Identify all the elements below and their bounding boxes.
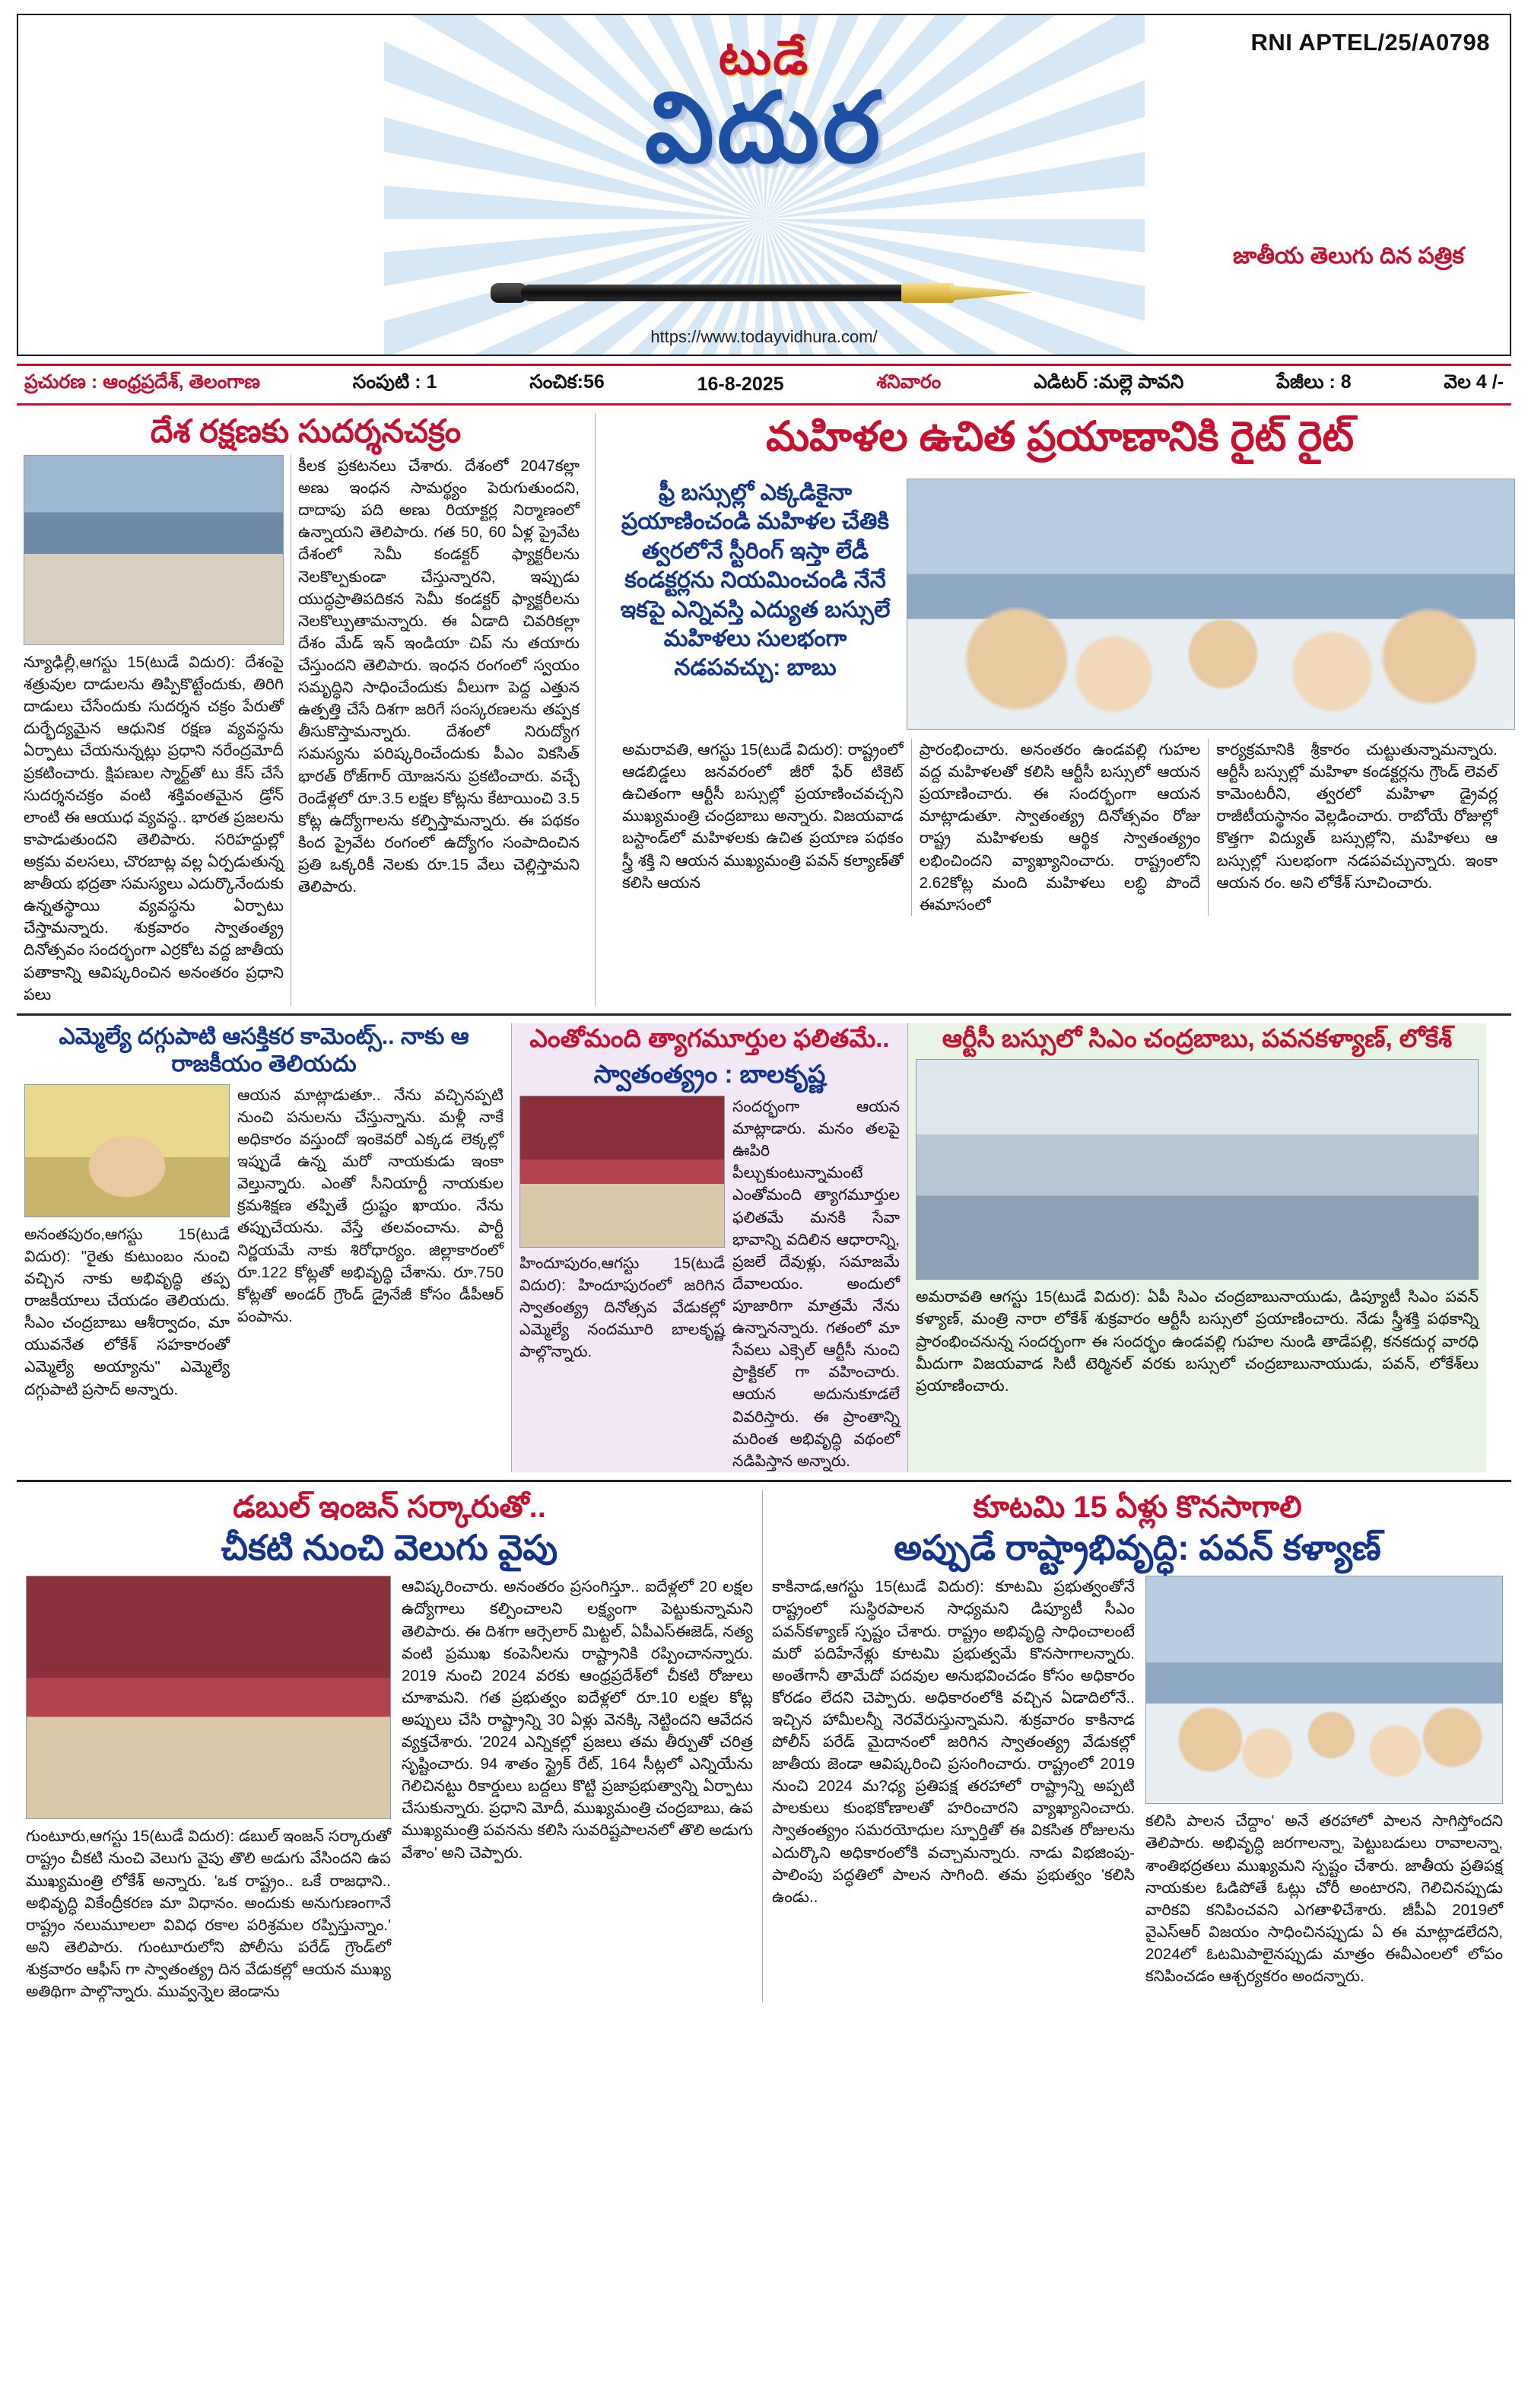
fountain-pen-icon [475,280,1053,306]
cm-in-bus-photo [916,1059,1479,1280]
main-story [604,413,1505,1006]
rni-number: RNI APTEL/25/A0798 [1250,29,1490,56]
bottom-left-headline-1: డబుల్ ఇంజన్ సర్కారుతో.. [233,1490,546,1524]
masthead-tagline: జాతీయ తెలుగు దిన పత్రిక [1233,243,1464,269]
mid-left-text-2: ఆయన మాట్లాడుతూ.. నేను వచ్చినప్పటి నుంచి పనులను చేస్తున్నాను. మళ్లీ నాకే అధికారం వస్తుందో ఇంకెవరో ఎక్కడ లెక్కల్లో ఇప్పుడే ఉన్న మరో నాయకుడు ఇంకా వెల్తున్నారు. ఎంతో సీనియార్టీ నాయకుల క్రమశిక్షణ తప్పితే ద్రుష్టం ఖాయం. నేను తప్పుచేయను. వేస్తే తలవంచాను. పార్టీ నిర్ణయమే నాకు శిరోధార్యం. జిల్లాకారంలో రూ.122 కోట్లతో అభివృద్ధి చేశాను. రూ.750 కోట్లతో అండర్ గ్రౌండ్ డ్రైనేజీ కోసం డీపీఆర్ పంపాను. [237,1086,504,1325]
bottom-left-story [17,1490,762,2002]
pm-flag-hoisting-photo [24,455,284,645]
mid-right-story [908,1023,1486,1472]
section-divider-1 [17,1013,1511,1016]
mid-left-text-1: అనంతపురం,ఆగస్టు 15(టుడే విదుర): "రైతు కుటుంబం నుంచి వచ్చిన నాకు అభివృద్ధి తప్ప రాజకీయాలు చేయడం తెలియదు. సీఎం చంద్రబాబు ఆశీర్వాదం, మా యువనేత లోకేశ్ సహకారంతో ఎమ్మెల్యే అయ్యాను" ఎమ్మెల్యే దగ్గుపాటి ప్రసాద్ అన్నారు. [24,1225,230,1398]
main-story-col-1: అమరావతి, ఆగస్టు 15(టుడే విదుర): రాష్ట్రంలో ఆడబిడ్డలు జనవరంలో జీరో ఫేర్ టికెట్ ఉచితంగా ఆర్టీసీ బస్సుల్లో ప్రయాణించవచ్చని ముఖ్యమంత్రి చంద్రబాబు అన్నారు. విజయవాడ బస్టాండ్‌లో మహిళలకు ఉచిత ప్రయాణ పథకం స్త్రీ శక్తి ని ఆయన ముఖ్యమంత్రి పవన్ కల్యాణ్‌తో కలిసి ఆయన [622,741,904,892]
price: వెల 4 /- [1444,371,1504,393]
publication-regions: ప్రచురణ : ఆంధ్రప్రదేశ్, తెలంగాణ [24,371,260,393]
issue-label: సంచిక:56 [529,371,605,393]
logo-main-text: విదుర [644,74,884,183]
left-story [17,413,595,1006]
mid-center-caption: హిందూపురం,ఆగస్టు 15(టుడే విదుర): హిందూపురంలో జరిగిన స్వాతంత్య్ర దినోత్సవ వేడుకల్లో ఎమ్మెల్యే నందమూరి బాలకృష్ణ పాల్గొన్నారు. [519,1254,725,1361]
bottom-left-headline-2: చీకటి నుంచి వెలుగు వైపు [221,1528,558,1568]
left-story-text-1: న్యూఢిల్లీ,ఆగస్టు 15(టుడే విదుర): దేశంపై శత్రువుల దాడులను తిప్పికొట్టేందుకు, తిరిగి దాడులు చేసేందుకు సుదర్శన చక్రం పేరుతో దుర్భేద్యమైన ఆధునిక రక్షణ వ్యవస్థను ఏర్పాటు చేయనున్నట్లు ప్రధాని నరేంద్రమోదీ ప్రకటించారు. క్షిపణుల స్మార్ట్‌తో టు కేస్ చేసే సుదర్శనచక్రం వంటి శక్తివంతమైన డ్రోన్ లాంటి ఈ ఆయుధ వ్యవస్థ.. భారత ప్రజలను కాపాడుతుందని తెలిపారు. సరిహద్దుల్లో అక్రమ వలసలు, చొరబాట్ల వల్ల ఏర్పడుతున్న జాతీయ భద్రతా సమస్యలు ఎదుర్కొనేందుకు ఉన్నతస్థాయి వ్యవస్థను ఏర్పాటు చేస్తామన్నారు. శుక్రవారం స్వాతంత్య్ర దినోత్సవం సందర్భంగా ఎర్రకోట వద్ద జాతీయ పతాకాన్ని ఆవిష్కరించిన అనంతరం ప్రధాని పలు [24,654,284,1004]
masthead [17,14,1511,356]
left-story-col-2 [291,455,586,1006]
balakrishna-speech-photo [519,1096,725,1248]
bottom-left-text-2: ఆవిష్కరించారు. అనంతరం ప్రసంగిస్తూ.. ఐదేళ్లలో 20 లక్షల ఉద్యోగాలు కల్పించాలని లక్ష్యంగా పెట్టుకున్నామని తెలిపారు. ఈ దిశగా ఆర్సెలార్ మిట్టల్, ఏపీఎస్ఈజెడ్, నత్య వంటి ప్రముఖ కంపెనీలను రాష్ట్రానికి రప్పించానన్నారు. 2019 నుంచి 2024 వరకు ఆంధ్రప్రదేశ్‌లో చీకటి రోజులు చూశామని. గత ప్రభుత్వం ఐదేళ్లలో రూ.10 లక్షల కోట్ల అప్పులు చేసి రాష్ట్రాన్ని 30 ఏళ్లు వెనక్కి నెట్టిందని ఆవేదన వ్యక్తచేశారు. '2024 ఎన్నికల్లో ప్రజలు తమ తీర్పుతో చరిత్ర సృష్టించారు. 94 శాతం స్ట్రైక్ రేట్, 164 సీట్లలో ఎన్నియేను గెలిచినట్టు రికార్డులు బద్దలు కొట్టి ప్రజాప్రభుత్వాన్ని ఏర్పాటు చేసుకున్నారు. ప్రధాని మోదీ, ముఖ్యమంత్రి చంద్రబాబు, ఉప ముఖ్యమంత్రి పవనను కలిసి సువరిష్టపాలనలో తొలి అడుగు వేశాం' అని చెప్పారు. [402,1578,753,1862]
left-story-col-1 [17,455,291,1006]
issue-date: 16-8-2025 [697,374,784,395]
mid-left-headline: ఎమ్మెల్యే దగ్గుపాటి ఆసక్తికర కామెంట్స్.. నాకు ఆ రాజకీయం తెలియదు [59,1023,469,1077]
mid-right-headline: ఆర్టీసీ బస్సులో సిఎం చంద్రబాబు, పవనకళ్యాణ్, లోకేశ్ [942,1023,1453,1052]
bottom-right-headline-2: అప్పుడే రాష్ట్రాభివృద్ధి: పవన్ కళ్యాణ్ [894,1528,1381,1568]
column-divider [595,413,604,1006]
mid-center-story [512,1023,907,1472]
main-story-headline: మహిళల ఉచిత ప్రయాణానికి రైట్ రైట్ [765,414,1355,460]
volume-label: సంపుటి : 1 [352,371,437,393]
website-url[interactable]: https://www.todayvidhura.com/ [650,327,878,346]
pawan-kalyan-speech-photo [1145,1576,1503,1804]
left-story-headline: దేశ రక్షణకు సుదర్శనచక్రం [150,413,462,449]
mla-portrait-photo [24,1084,230,1217]
page-count: పేజీలు : 8 [1276,371,1352,393]
cm-flagging-off-bus-photo [907,479,1515,730]
bottom-right-headline-1: కూటమి 15 ఏళ్లు కొనసాగాలి [973,1490,1302,1524]
bottom-right-story [763,1490,1512,2002]
police-parade-photo [26,1576,391,1819]
top-section [17,413,1511,1006]
bottom-section [17,1490,1511,2002]
info-bar [17,364,1511,406]
section-divider-2 [17,1480,1511,1482]
middle-section [17,1023,1511,1472]
mid-center-headline-2: స్వాతంత్య్రం : బాలకృష్ణ [593,1060,826,1089]
mid-left-story [17,1023,511,1472]
main-story-col-3: కార్యక్రమానికి శ్రీకారం చుట్టుతున్నామన్నారు. ఆర్టీసీ బస్సుల్లో మహిళా కండక్టర్లను గ్రౌండ్ లెవల్ కామెంటరీని, త్వరలో మహిళా డ్రైవర్ల రాజీటీయస్థానం వెల్లడించారు. రాబోయే రోజుల్లో కొత్తగా విద్యుత్ బస్సుల్లోని, మహిళలు ఆ బస్సుల్లో సులభంగా నడపవచ్చున్నారు. ఇంకా ఆయన రం. అని లోకేశ్ సూచించారు. [1216,741,1498,892]
main-story-col-2: ప్రారంభించారు. అనంతరం ఉండవల్లి గుహల వద్ద మహిళలతో కలిసి ఆర్టీసీ బస్సులో ఆయన ప్రయాణించారు. ఈ సందర్భంగా ఆయన మాట్లాడుతూ. స్వాతంత్య్ర దినోత్సవం రోజు రాష్ట్ర మహిళలకు ఆర్థిక స్వాతంత్య్రం లభించిందని వ్యాఖ్యానించారు. రాష్ట్రంలోని 2.62కోట్ల మంది మహిళలు లబ్ధి పొందే ఈమాసంలో [919,741,1201,914]
left-story-text-2: కీలక ప్రకటనలు చేశారు. దేశంలో 2047కల్లా అణు ఇంధన సామర్థ్యం పెరుగుతుందని, దాదాపు పది అణు రియాక్టర్ల నిర్మాణంలో ఉన్నాయని తెలిపారు. గత 50, 60 ఏళ్ల ప్రైవేట దేశంలో సెమీ కండక్టర్ ఫ్యాక్టరీలను నెలకొల్పకుండా చేస్తున్నారని, ఇప్పుడు యుద్ధప్రాతిపదికన సెమీ కండక్టర్ ఫ్యాక్టరీలను నెలకొల్పుతామన్నారు. ఈ ఏడాది చివరికల్లా దేశం మేడ్ ఇన్ ఇండియా చిప్ ను తయారు చేస్తుందని తెలిపారు. ఇంధన రంగంలో స్వయం సమృద్ధిని సాధించేందుకు వీలుగా పెద్ద ఎత్తున ఉత్పత్తి చేసే దిశగా జరిగే సంస్కరణలను తప్పక తీసుకొస్తామన్నారు. దేశంలో నిరుద్యోగ సమస్యను పరిష్కరించేందుకు పీఎం వికసిత్ భారత్ రోజ్‌గార్ యోజనను ప్రకటించారు. వచ్చే రెండేళ్లలో రూ.3.5 లక్షల కోట్లను కేటాయించి 3.5 కోట్ల ఉద్యోగాలను కల్పిస్తామన్నారు. ఈ పథకం కింద ప్రైవేట రంగంలో ఉద్యోగం సంపాదించిన ప్రతి ఒక్కరికీ నెలకు రూ.15 వేలు చెల్లిస్తామని తెలిపారు. [298,457,580,896]
mid-center-text-2: సందర్భంగా ఆయన మాట్లాడారు. మనం తలపై ఊపిరి పీల్చుకుంటున్నామంటే ఎంతోమంది త్యాగమూర్తుల ఫలితమే మనకి సేవా భావాన్ని వదిలిన ఆధారాన్ని, ప్రజలే దేవుళ్లు, సమాజమే దేవాలయం. అందులో పూజారిగా మాత్రమే నేను ఉన్నానన్నారు. గతంలో మా సేవలు ఎక్సెల్ ఆర్టీసీ నుంచి ప్రాక్టికల్ గా వహించారు. ఆయన అదునుకూడలే వివరిస్తారు. ఈ ప్రాంతాన్ని మరింత అభివృద్ధి వథంలో నడిపిస్తాన అన్నారు. [732,1097,900,1470]
bottom-left-text-1: గుంటూరు,ఆగస్టు 15(టుడే విదుర): డబుల్ ఇంజన్ సర్కారుతో రాష్ట్రం చీకటి నుంచి వెలుగు వైపు తొలి అడుగు వేసిందని ఉప ముఖ్యమంత్రి లోకేశ్ అన్నారు. 'ఒక రాష్ట్రం.. ఒకే రాజధాని.. అభివృద్ధి వికేంద్రీకరణ మా విధానం. అందుకు అనుగుణంగానే రాష్ట్రం నలుమూలలా వివిధ రకాల పరిశ్రమల రప్పిస్తున్నాం.' అని తెలిపారు. గుంటూరులోని పోలీసు పరేడ్ గ్రౌండ్‌లో శుక్రవారం ఆఫీస్ గా స్వాతంత్య్ర దిన వేడుకల్లో ఆయన ముఖ్య అతిథిగా పాల్గొన్నారు. మువ్వన్నెల జెండాను [26,1827,391,2001]
main-story-quote: ఫ్రీ బస్సుల్లో ఎక్కడికైనా ప్రయాణించండి మహిళల చేతికి త్వరలోనే స్టీరింగ్ ఇస్తా లేడీ కండక్టర్లను నియమించండి నేనే ఇకపై ఎన్నివస్తి ఎద్యుత బస్సులే మహిళలు సులభంగా నడపవచ్చు: బాబు [620,480,891,681]
mid-center-headline-1: ఎంతోమంది త్యాగమూర్తుల ఫలితమే.. [529,1023,890,1052]
issue-day: శనివారం [876,371,942,393]
bottom-right-text-1: కాకినాడ,ఆగస్టు 15(టుడే విదుర): కూటమి ప్రభుత్వంతోనే రాష్ట్రంలో సుస్థిరపాలన సాధ్యమని డిప్యూటీ సీఎం పవన్‌కళ్యాణ్ స్పష్టం చేశారు. రాష్ట్రం అభివృద్ధి సాధించాలంటే మరో పదిహేనేళ్లు కూటమి ప్రభుత్వమే కొనసాగాలన్నారు. అంతేగానీ తామేదో పదవుల అనుభవించడం కోసం అధికారం కోరడం లేదని చెప్పారు. అధికారంలోకి వచ్చిన ఏడాదిలోనే.. ఇచ్చిన హామీలన్నీ నెరవేరుస్తున్నామని. శుక్రవారం కాకినాడ పోలీస్ పరేడ్ మైదానంలో జరిగిన స్వాతంత్య్ర వేడుకల్లో జాతీయ జెండా ఆవిష్కరించి ప్రసంగించారు. రాష్ట్రంలో 2019 నుంచి 2024 మ?ధ్య ప్రతిపక్ష తరహాలో రాష్ట్రాన్ని అప్పటి పాలకులు కుంభకోణాలతో హరించారని వ్యాఖ్యానించారు. స్వాతంత్య్రం సమరయోధుల స్ఫూర్తితో ఈ వికసిత రోజులను ఎదుర్కొని అధికారంలోకి వచ్చామన్నారు. నాడు విభజింపు-పాలింపు పద్ధతిలో పాలన సాగింది. తమ ప్రభుత్వం 'కలిసి ఉండు.. [772,1578,1135,1906]
bottom-right-text-2: కలిసి పాలన చేద్దాం' అనే తరహాలో పాలన సాగిస్తోందని తెలిపారు. అభివృద్ధి జరగాలన్నా, పెట్టుబడులు రావాలన్నా, శాంతిభద్రతలు ముఖ్యమని స్పష్టం చేశారు. జాతీయ ప్రతిపక్ష నాయకుల ఓడిపోతే ఓట్లు చోరీ అంటారని, గెలిచినప్పుడు వారికవి కనిపించవని ఎగతాళిచేశారు. జీపీఏ 2019లో వైఎస్ఆర్ విజయం సాధించినప్పుడు ఏ ఈ మాట్లాడలేదని, 2024లో ఓటమిపాలైనప్పుడు మాత్రం ఈవీఎంలలో లోపం కనిపించడం ఆశ్చర్యకరం అందన్నారు. [1145,1812,1503,1986]
mid-right-caption: అమరావతి ఆగస్టు 15(టుడే విదుర): ఏపీ సిఎం చంద్రబాబునాయుడు, డిప్యూటీ సిఎం పవన్ కళ్యాణ్, మంత్రి నారా లోకేశ్ శుక్రవారం ఆర్టీసీ బస్సులో ప్రయాణించారు. నేడు స్త్రీశక్తి పథకాన్ని ప్రారంభించనున్న సందర్భంగా ఈ సందర్భం ఉండవల్లి గుహల నుండి తాడేపల్లి, కనకదుర్గ వారధి మీదుగా విజయవాడ సిటీ టెర్మినల్ వరకు బస్సులో చంద్రబాబునాయుడు, పవన్, లోకేశ్‌లు ప్రయాణించారు. [916,1288,1479,1395]
editor-name: ఎడిటర్ :మల్లె పావని [1034,371,1184,393]
logo-today-text: టుడే [718,32,810,84]
